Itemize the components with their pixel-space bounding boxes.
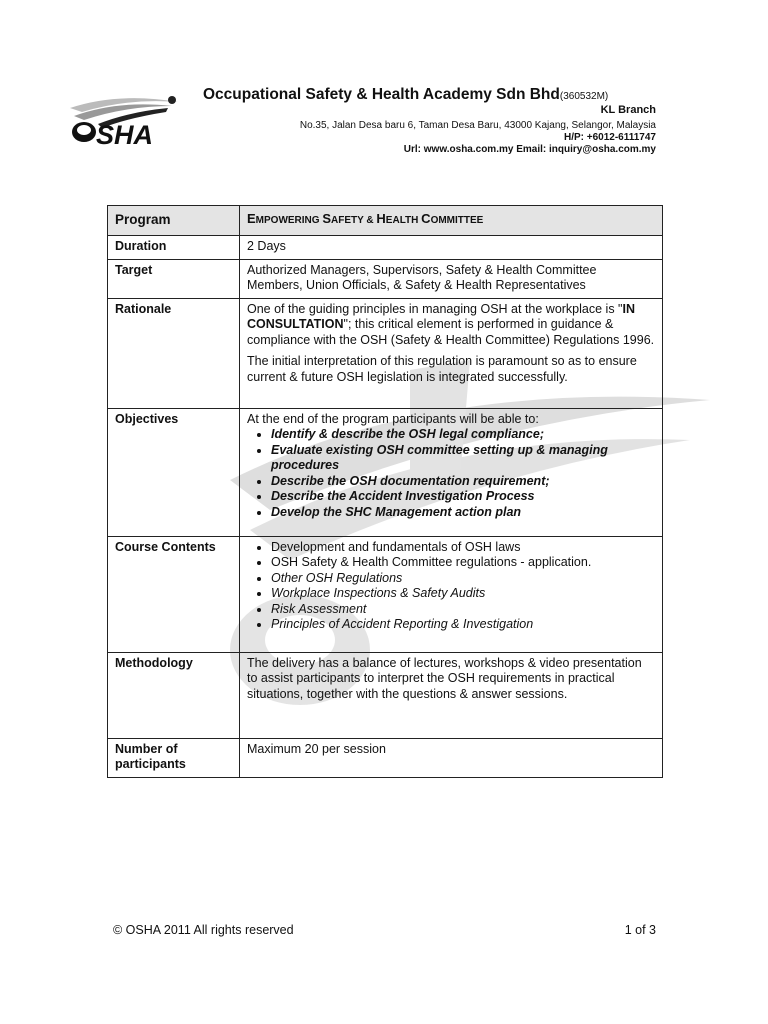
- objectives-value: [240, 408, 663, 536]
- course-contents-row: [108, 536, 663, 652]
- objectives-intro: At the end of the program participants will be able to:: [247, 411, 539, 426]
- list-item: • Workplace Inspections & Safety Audits: [271, 586, 655, 602]
- svg-text:SHA: SHA: [96, 120, 154, 150]
- course-contents-label: Course Contents: [108, 536, 240, 652]
- program-row: [108, 206, 663, 236]
- branch-name: KL Branch: [600, 104, 656, 116]
- osha-logo: [68, 94, 186, 150]
- program-title: EMPOWERING SAFETY & HEALTH COMMITTEE: [240, 206, 663, 236]
- methodology-value: The delivery has a balance of lectures, workshops & video presentation to assist participants to interpret the OSH requirements in practical situations, together with the questions & answer sessions.: [240, 652, 663, 738]
- rationale-row: [108, 298, 663, 408]
- course-contents-list: [247, 540, 655, 633]
- participants-value: Maximum 20 per session: [240, 738, 663, 777]
- list-item: • OSH Safety & Health Committee regulations - application.: [271, 555, 655, 571]
- list-item: • Describe the OSH documentation requirement;: [271, 474, 655, 490]
- program-label: Program: [108, 206, 240, 236]
- duration-value: 2 Days: [240, 236, 663, 260]
- objectives-list: [247, 427, 655, 520]
- list-item: • Development and fundamentals of OSH laws: [271, 540, 655, 556]
- methodology-label: Methodology: [108, 652, 240, 738]
- list-item: • Develop the SHC Management action plan: [271, 505, 655, 521]
- rationale-label: Rationale: [108, 298, 240, 408]
- rationale-paragraph-2: The initial interpretation of this regulation is paramount so as to ensure current & future OSH legislation is integrated successfully.: [247, 354, 637, 384]
- objectives-row: [108, 408, 663, 536]
- company-name: Occupational Safety & Health Academy Sdn Bhd(360532M): [203, 86, 609, 103]
- rationale-value: [240, 298, 663, 408]
- course-contents-value: [240, 536, 663, 652]
- company-contact: Url: www.osha.com.my Email: inquiry@osha.com.my: [403, 144, 656, 155]
- target-row: [108, 259, 663, 298]
- participants-label: Number of participants: [108, 738, 240, 777]
- methodology-row: [108, 652, 663, 738]
- page-number: 1 of 3: [624, 923, 656, 937]
- list-item: • Risk Assessment: [271, 602, 655, 618]
- list-item: • Describe the Accident Investigation Process: [271, 489, 655, 505]
- list-item: • Other OSH Regulations: [271, 571, 655, 587]
- list-item: • Identify & describe the OSH legal compliance;: [271, 427, 655, 443]
- duration-label: Duration: [108, 236, 240, 260]
- target-label: Target: [108, 259, 240, 298]
- rationale-paragraph-1: One of the guiding principles in managing OSH at the workplace is "IN CONSULTATION"; this critical element is performed in guidance & compliance with the OSH (Safety & Health Committee) Regulations 1996.: [247, 301, 655, 347]
- list-item: • Evaluate existing OSH committee setting up & managing procedures: [271, 443, 655, 474]
- objectives-label: Objectives: [108, 408, 240, 536]
- duration-row: [108, 236, 663, 260]
- target-value: Authorized Managers, Supervisors, Safety & Health Committee Members, Union Officials, & Safety & Health Representatives: [240, 259, 663, 298]
- participants-row: [108, 738, 663, 777]
- company-phone: H/P: +6012-6111747: [563, 132, 656, 143]
- copyright-text: © OSHA 2011 All rights reserved: [113, 923, 294, 937]
- company-address: No.35, Jalan Desa baru 6, Taman Desa Baru, 43000 Kajang, Selangor, Malaysia: [299, 120, 656, 131]
- registration-number: (360532M): [559, 91, 609, 102]
- program-table: [107, 205, 663, 778]
- list-item: • Principles of Accident Reporting & Investigation: [271, 617, 655, 633]
